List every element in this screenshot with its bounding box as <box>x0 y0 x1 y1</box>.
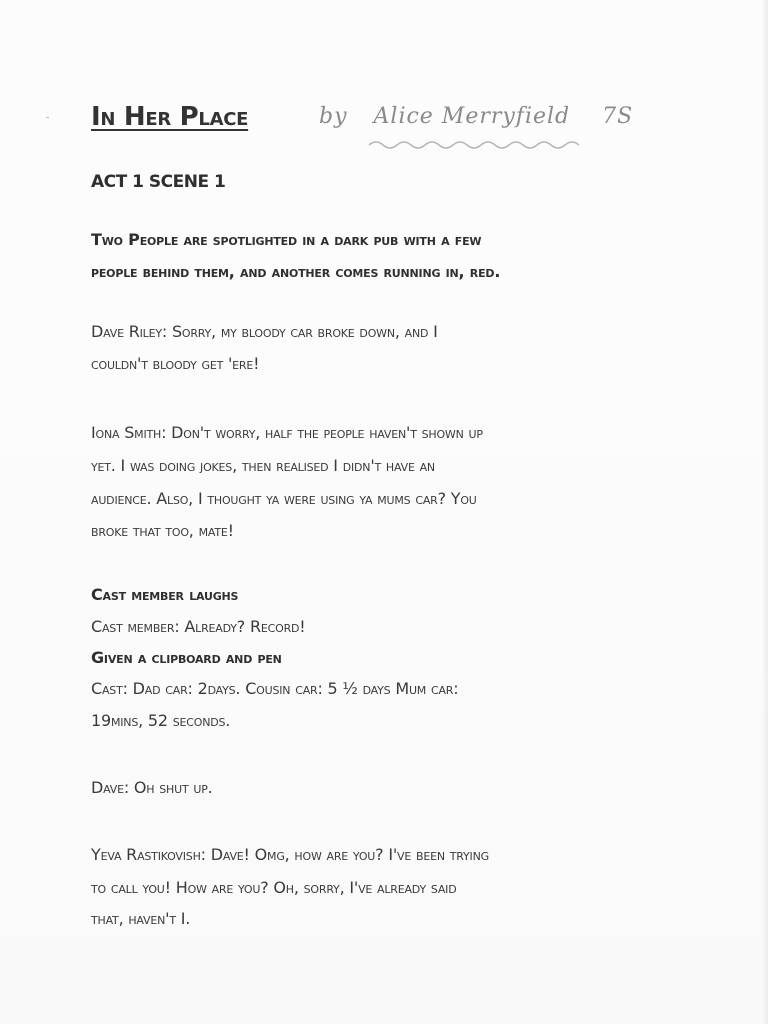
dialogue-line-2: couldn't bloody get 'ere! <box>91 354 260 373</box>
scan-speck <box>46 117 49 118</box>
stage-direction-line-2: people behind them, and another comes running in, red. <box>91 262 501 281</box>
title-row <box>91 98 651 158</box>
dialogue-line-9: 19mins, 52 seconds. <box>91 711 231 730</box>
play-title: In Her Place <box>91 102 249 132</box>
byline-form: 7S <box>602 104 634 129</box>
handwritten-wavy-underline <box>367 138 589 152</box>
dialogue-line-13: that, haven't I. <box>91 909 191 928</box>
dialogue-line-10: Dave: Oh shut up. <box>91 778 213 797</box>
dialogue-line-8: Cast: Dad car: 2days. Cousin car: 5 ½ days Mum car: <box>91 679 459 698</box>
stage-direction-line-4: Given a clipboard and pen <box>91 648 282 667</box>
author-byline <box>319 104 633 129</box>
dialogue-line-12: to call you! How are you? Oh, sorry, I've already said <box>91 878 457 897</box>
stage-direction-line-3: Cast member laughs <box>91 585 239 604</box>
dialogue-line-6: broke that too, mate! <box>91 521 234 540</box>
dialogue-line-1: Dave Riley: Sorry, my bloody car broke down, and I <box>91 322 438 341</box>
dialogue-line-7: Cast member: Already? Record! <box>91 617 306 636</box>
dialogue-line-4: yet. I was doing jokes, then realised I didn't have an <box>91 456 435 475</box>
dialogue-line-3: Iona Smith: Don't worry, half the people haven't shown up <box>91 423 483 442</box>
byline-by: by <box>319 104 348 129</box>
dialogue-line-11: Yeva Rastikovish: Dave! Omg, how are you? I've been trying <box>91 845 489 864</box>
byline-author: Alice Merryfield <box>373 104 571 129</box>
page-edge-shadow <box>762 0 768 1024</box>
act-scene-heading: ACT 1 SCENE 1 <box>91 172 226 192</box>
stage-direction-line-1: Two People are spotlighted in a dark pub with a few <box>91 230 482 249</box>
dialogue-line-5: audience. Also, I thought ya were using ya mums car? You <box>91 489 477 508</box>
